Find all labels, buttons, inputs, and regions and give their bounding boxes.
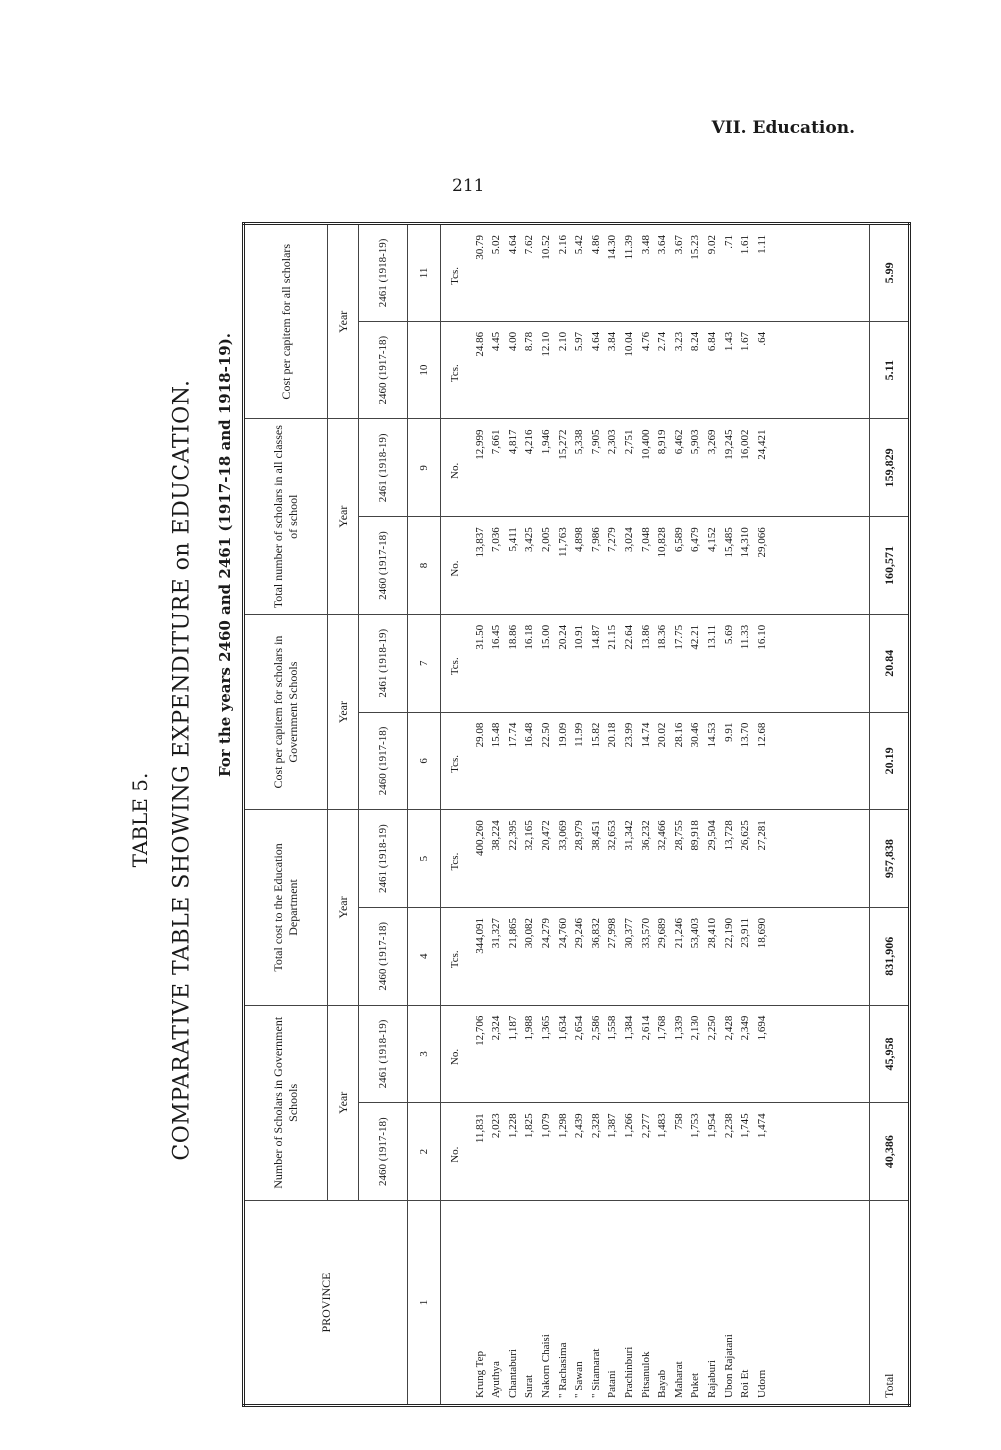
table-cell: 23,911 — [739, 917, 752, 948]
table-cell: 1,339 — [672, 1015, 685, 1041]
table-cell: 2.16 — [556, 235, 569, 255]
section-header: VII. Education. — [711, 118, 855, 138]
table-cell: 10.52 — [539, 235, 552, 260]
table-cell: 38,451 — [589, 820, 602, 851]
table-cell: 1,634 — [556, 1015, 569, 1041]
total-value: 5.11 — [870, 321, 910, 419]
table-subtitle: For the years 2460 and 2461 (1917-18 and 1918-19). — [216, 332, 234, 778]
table-cell: 8.78 — [523, 331, 536, 352]
table-cell: 24,279 — [539, 917, 552, 949]
table-cell: 2,328 — [589, 1113, 602, 1139]
total-row — [870, 224, 910, 1406]
table-cell: 22.50 — [539, 722, 552, 748]
table-cell: 4,216 — [523, 429, 536, 455]
table-cell: 33,069 — [556, 820, 569, 851]
table-cell: 4.45 — [490, 331, 503, 352]
table-cell: 30.46 — [689, 722, 702, 748]
page-number: 211 — [452, 176, 485, 196]
total-value: 45,958 — [870, 1005, 910, 1103]
table-cell: 15.82 — [589, 722, 602, 748]
table-cell: 4.00 — [506, 331, 519, 352]
table-cell: 1,474 — [755, 1113, 768, 1139]
year-2460-header: 2460 (1917-18) — [359, 712, 408, 810]
table-cell: 29.08 — [473, 722, 486, 748]
table-cell: 21,246 — [672, 917, 685, 949]
province-list — [441, 1201, 870, 1406]
year-header: Year — [328, 224, 359, 420]
year-header: Year — [328, 419, 359, 614]
unit-label: Tcs. — [449, 852, 461, 871]
column-number: 2 — [408, 1103, 441, 1201]
table-cell: 5.42 — [573, 235, 586, 255]
table-cell: 1,228 — [506, 1113, 519, 1139]
province-name: Nakorn Chaisi — [539, 1334, 552, 1398]
province-name: Surat — [523, 1374, 536, 1398]
table-cell: 1,988 — [523, 1015, 536, 1041]
column-number: 3 — [408, 1005, 441, 1103]
table-cell: 1,387 — [606, 1113, 619, 1139]
table-cell: 12,999 — [473, 429, 486, 460]
total-value: 831,906 — [870, 907, 910, 1005]
province-name: Rajaburi — [705, 1360, 718, 1398]
table-cell: 7,279 — [606, 527, 619, 552]
table-cell: 15,272 — [556, 429, 569, 460]
table-cell: 21,865 — [506, 917, 519, 949]
table-title: COMPARATIVE TABLE SHOWING EXPENDITURE on EDUCATION. — [169, 379, 195, 1161]
column-number: 1 — [408, 1201, 441, 1406]
table-cell: 11,831 — [473, 1113, 486, 1144]
province-name: Maharat — [672, 1361, 685, 1398]
table-cell: 3,024 — [622, 527, 635, 552]
province-name: Udorn — [755, 1369, 768, 1398]
table-cell: 16.10 — [755, 624, 768, 650]
table-cell: 3,425 — [523, 527, 536, 552]
table-cell: 2,654 — [573, 1015, 586, 1041]
table-cell: 10,400 — [639, 429, 652, 460]
table-cell: 2,349 — [739, 1015, 752, 1041]
table-cell: 30,377 — [622, 917, 635, 949]
table-cell: 53,403 — [689, 917, 702, 949]
column-number: 9 — [408, 419, 441, 517]
table-cell: 8,919 — [656, 429, 669, 455]
table-cell: 344,091 — [473, 917, 486, 954]
table-cell: 9.91 — [722, 722, 735, 742]
table-cell: 13.11 — [705, 624, 718, 650]
table-cell: 31.50 — [473, 624, 486, 650]
table-cell: 1,946 — [539, 429, 552, 455]
table-cell: 3.48 — [639, 235, 652, 255]
table-cell: 13.70 — [739, 722, 752, 748]
table-cell: 28,410 — [705, 917, 718, 949]
table-cell: 31,342 — [622, 820, 635, 851]
table-cell: 2,439 — [573, 1113, 586, 1139]
total-value: 40,386 — [870, 1103, 910, 1201]
column-number: 6 — [408, 712, 441, 810]
table-cell: 9.02 — [705, 235, 718, 255]
group-header-cost-per-capita-all: Cost per capitem for all scholars — [244, 224, 328, 420]
table-cell: 18,690 — [755, 917, 768, 949]
total-value: 160,571 — [870, 517, 910, 615]
year-2461-header: 2461 (1918-19) — [359, 810, 408, 908]
table-cell: 3.23 — [672, 331, 685, 352]
column-number: 5 — [408, 810, 441, 908]
table-cell: 36,832 — [589, 917, 602, 949]
table-cell: 16.45 — [490, 624, 503, 650]
table-cell: 15.00 — [539, 624, 552, 650]
table-cell: 5,338 — [573, 429, 586, 455]
table-cell: 6,462 — [672, 429, 685, 455]
unit-label: Tcs. — [449, 950, 461, 969]
column-7-values — [441, 614, 870, 712]
table-cell: 18.86 — [506, 624, 519, 650]
unit-label: No. — [449, 1146, 461, 1163]
year-header: Year — [328, 1005, 359, 1200]
column-number: 10 — [408, 321, 441, 419]
table-cell: 29,504 — [705, 820, 718, 851]
column-number: 11 — [408, 224, 441, 322]
unit-label: No. — [449, 462, 461, 479]
table-cell: 31,327 — [490, 917, 503, 949]
table-cell: 28,979 — [573, 820, 586, 851]
table-cell: 27,998 — [606, 917, 619, 949]
table-cell: .71 — [722, 235, 735, 249]
province-name: Puket — [689, 1372, 702, 1398]
table-cell: 11.33 — [739, 624, 752, 650]
table-cell: 24.86 — [473, 331, 486, 357]
table-cell: 18.36 — [656, 624, 669, 650]
province-name: " Sawan — [573, 1361, 586, 1398]
table-cell: 4,898 — [573, 527, 586, 552]
table-cell: 1,079 — [539, 1113, 552, 1139]
column-4-values — [441, 907, 870, 1005]
table-cell: 1.43 — [722, 331, 735, 352]
table-cell: 1,298 — [556, 1113, 569, 1139]
table-cell: 28,755 — [672, 820, 685, 851]
table-cell: 30,082 — [523, 917, 536, 949]
table-cell: 7,986 — [589, 527, 602, 552]
expenditure-table — [242, 222, 911, 1407]
table-cell: 32,165 — [523, 820, 536, 851]
table-cell: 1,483 — [656, 1113, 669, 1139]
column-6-values — [441, 712, 870, 810]
table-cell: 5.97 — [573, 331, 586, 352]
table-cell: 2.10 — [556, 331, 569, 352]
column-number: 4 — [408, 907, 441, 1005]
group-header-total-cost: Total cost to the Education Department — [244, 810, 328, 1005]
expenditure-table-frame — [242, 222, 896, 1407]
table-cell: 1,266 — [622, 1113, 635, 1139]
table-cell: 16.48 — [523, 722, 536, 748]
table-cell: 1,753 — [689, 1113, 702, 1139]
year-2460-header: 2460 (1917-18) — [359, 907, 408, 1005]
table-cell: 758 — [672, 1113, 685, 1130]
total-label: Total — [870, 1201, 910, 1406]
table-cell: 14.53 — [705, 722, 718, 748]
table-cell: 8.24 — [689, 331, 702, 352]
table-cell: 17.74 — [506, 722, 519, 748]
table-cell: 2,130 — [689, 1015, 702, 1041]
year-2461-header: 2461 (1918-19) — [359, 224, 408, 322]
table-cell: 3.64 — [656, 235, 669, 255]
table-cell: 13,837 — [473, 527, 486, 558]
table-cell: 2,614 — [639, 1015, 652, 1041]
table-cell: 24,421 — [755, 429, 768, 460]
table-cell: 10,828 — [656, 527, 669, 558]
unit-label: No. — [449, 1048, 461, 1066]
table-cell: 29,689 — [656, 917, 669, 949]
table-cell: 20.02 — [656, 722, 669, 748]
table-cell: 1.11 — [755, 235, 768, 254]
table-cell: 2,238 — [722, 1113, 735, 1139]
table-cell: 28.16 — [672, 722, 685, 748]
table-cell: 3,269 — [705, 429, 718, 455]
table-cell: 33,570 — [639, 917, 652, 949]
province-name: Pitsanulok — [639, 1351, 652, 1398]
table-cell: 2,023 — [490, 1113, 503, 1139]
unit-label: Tcs. — [449, 754, 461, 773]
table-cell: 15.48 — [490, 722, 503, 748]
column-10-values — [441, 321, 870, 419]
table-cell: 2,428 — [722, 1015, 735, 1041]
column-11-values — [441, 224, 870, 322]
table-cell: 2,303 — [606, 429, 619, 455]
table-cell: 29,066 — [755, 527, 768, 558]
table-cell: 19.09 — [556, 722, 569, 748]
table-cell: 1,745 — [739, 1113, 752, 1139]
group-header-total-scholars: Total number of scholars in all classes of school — [244, 419, 328, 614]
table-cell: 2,324 — [490, 1015, 503, 1041]
total-value: 957,838 — [870, 810, 910, 908]
table-cell: 38,224 — [490, 820, 503, 851]
table-cell: 14.74 — [639, 722, 652, 748]
table-cell: 20.24 — [556, 624, 569, 650]
table-cell: 1,558 — [606, 1015, 619, 1041]
table-cell: 12.68 — [755, 722, 768, 748]
unit-label: Tcs. — [449, 266, 461, 285]
table-cell: 1,365 — [539, 1015, 552, 1041]
table-cell: 4,152 — [705, 527, 718, 552]
table-cell: 36,232 — [639, 820, 652, 851]
table-cell: 16.18 — [523, 624, 536, 650]
table-cell: 11.99 — [573, 722, 586, 747]
province-header: PROVINCE — [244, 1201, 408, 1406]
year-header: Year — [328, 810, 359, 1005]
table-cell: 19,245 — [722, 429, 735, 460]
column-number: 8 — [408, 517, 441, 615]
table-cell: 4.86 — [589, 235, 602, 255]
unit-label: Tcs. — [449, 657, 461, 676]
table-cell: 20,472 — [539, 820, 552, 851]
table-cell: 2.74 — [656, 331, 669, 352]
table-cell: 15,485 — [722, 527, 735, 558]
year-2460-header: 2460 (1917-18) — [359, 321, 408, 419]
column-2-values — [441, 1103, 870, 1201]
table-cell: 3.67 — [672, 235, 685, 255]
province-name: " Rachasima — [556, 1342, 569, 1398]
table-cell: 32,653 — [606, 820, 619, 851]
province-name: Patani — [606, 1370, 619, 1398]
table-cell: 27,281 — [755, 820, 768, 851]
column-8-values — [441, 517, 870, 615]
total-value: 20.19 — [870, 712, 910, 810]
table-cell: 14.30 — [606, 235, 619, 260]
table-cell: 3.84 — [606, 331, 619, 352]
table-cell: 15.23 — [689, 235, 702, 260]
table-cell: 23.99 — [622, 722, 635, 748]
table-cell: 1,954 — [705, 1113, 718, 1139]
table-cell: 7.62 — [523, 235, 536, 255]
column-3-values — [441, 1005, 870, 1103]
year-2461-header: 2461 (1918-19) — [359, 1005, 408, 1103]
table-cell: 400,260 — [473, 820, 486, 856]
table-cell: 5,411 — [506, 527, 519, 552]
year-2461-header: 2461 (1918-19) — [359, 614, 408, 712]
year-2460-header: 2460 (1917-18) — [359, 517, 408, 615]
table-cell: 11,763 — [556, 527, 569, 558]
table-cell: 32,466 — [656, 820, 669, 851]
table-cell: 22,190 — [722, 917, 735, 949]
group-header-cost-per-capita-govt: Cost per capitem for scholars in Government Schools — [244, 614, 328, 809]
province-name: " Sitamarat — [589, 1348, 602, 1398]
table-cell: 2,250 — [705, 1015, 718, 1041]
table-cell: 1,694 — [755, 1015, 768, 1041]
table-cell: 26,625 — [739, 820, 752, 851]
table-cell: 10.04 — [622, 331, 635, 357]
table-cell: 7,905 — [589, 429, 602, 455]
table-cell: 1,187 — [506, 1015, 519, 1041]
table-cell: 6,479 — [689, 527, 702, 552]
table-cell: 12.10 — [539, 331, 552, 357]
table-cell: 1,384 — [622, 1015, 635, 1041]
total-value: 159,829 — [870, 419, 910, 517]
table-cell: 24,760 — [556, 917, 569, 949]
table-cell: 2,005 — [539, 527, 552, 552]
table-cell: 22.64 — [622, 624, 635, 650]
province-name: Bayab — [656, 1369, 669, 1398]
table-cell: 5,903 — [689, 429, 702, 455]
table-cell: 14.87 — [589, 624, 602, 650]
table-cell: 89,918 — [689, 820, 702, 851]
table-cell: 1,825 — [523, 1113, 536, 1139]
table-cell: 42.21 — [689, 624, 702, 650]
table-cell: 7,048 — [639, 527, 652, 552]
table-cell: 14,310 — [739, 527, 752, 558]
province-name: Ubon Rajatani — [722, 1334, 735, 1398]
table-cell: 4,817 — [506, 429, 519, 455]
province-name: Roi Et — [739, 1369, 752, 1398]
table-cell: 12,706 — [473, 1015, 486, 1046]
province-name: Chantaburi — [506, 1349, 519, 1398]
table-cell: 1.61 — [739, 235, 752, 255]
table-cell: 10.91 — [573, 624, 586, 650]
province-name: Prachinburi — [622, 1346, 635, 1398]
table-cell: 16,002 — [739, 429, 752, 460]
unit-label: No. — [449, 560, 461, 577]
table-cell: 4.64 — [506, 235, 519, 255]
table-cell: 29,246 — [573, 917, 586, 949]
group-header-scholars-govt: Number of Scholars in Government Schools — [244, 1005, 328, 1200]
table-cell: 1.67 — [739, 331, 752, 352]
total-value: 5.99 — [870, 224, 910, 322]
table-cell: 5.02 — [490, 235, 503, 255]
table-cell: .64 — [755, 331, 768, 346]
table-cell: 5.69 — [722, 624, 735, 645]
table-cell: 22,395 — [506, 820, 519, 851]
table-cell: 2,277 — [639, 1113, 652, 1139]
table-cell: 4.64 — [589, 331, 602, 352]
table-cell: 6.84 — [705, 331, 718, 352]
table-cell: 7,036 — [490, 527, 503, 552]
table-cell: 21.15 — [606, 624, 619, 650]
table-cell: 13.86 — [639, 624, 652, 650]
table-cell: 2,586 — [589, 1015, 602, 1041]
table-body-row — [441, 224, 870, 1406]
year-header: Year — [328, 614, 359, 809]
column-9-values — [441, 419, 870, 517]
column-number: 7 — [408, 614, 441, 712]
table-cell: 17.75 — [672, 624, 685, 650]
table-cell: 2,751 — [622, 429, 635, 455]
table-label: TABLE 5. — [128, 772, 152, 868]
table-cell: 13,728 — [722, 820, 735, 851]
table-cell: 30.79 — [473, 235, 486, 260]
column-5-values — [441, 810, 870, 908]
table-cell: 4.76 — [639, 331, 652, 352]
table-cell: 6,589 — [672, 527, 685, 552]
table-cell: 1,768 — [656, 1015, 669, 1041]
unit-label: Tcs. — [449, 364, 461, 383]
province-name: Krung Tep — [473, 1351, 486, 1398]
table-cell: 7,661 — [490, 429, 503, 455]
table-cell: 11.39 — [622, 235, 635, 260]
province-name: Ayuthya — [490, 1361, 503, 1398]
table-cell: 20.18 — [606, 722, 619, 748]
year-2461-header: 2461 (1918-19) — [359, 419, 408, 517]
year-2460-header: 2460 (1917-18) — [359, 1103, 408, 1201]
total-value: 20.84 — [870, 614, 910, 712]
